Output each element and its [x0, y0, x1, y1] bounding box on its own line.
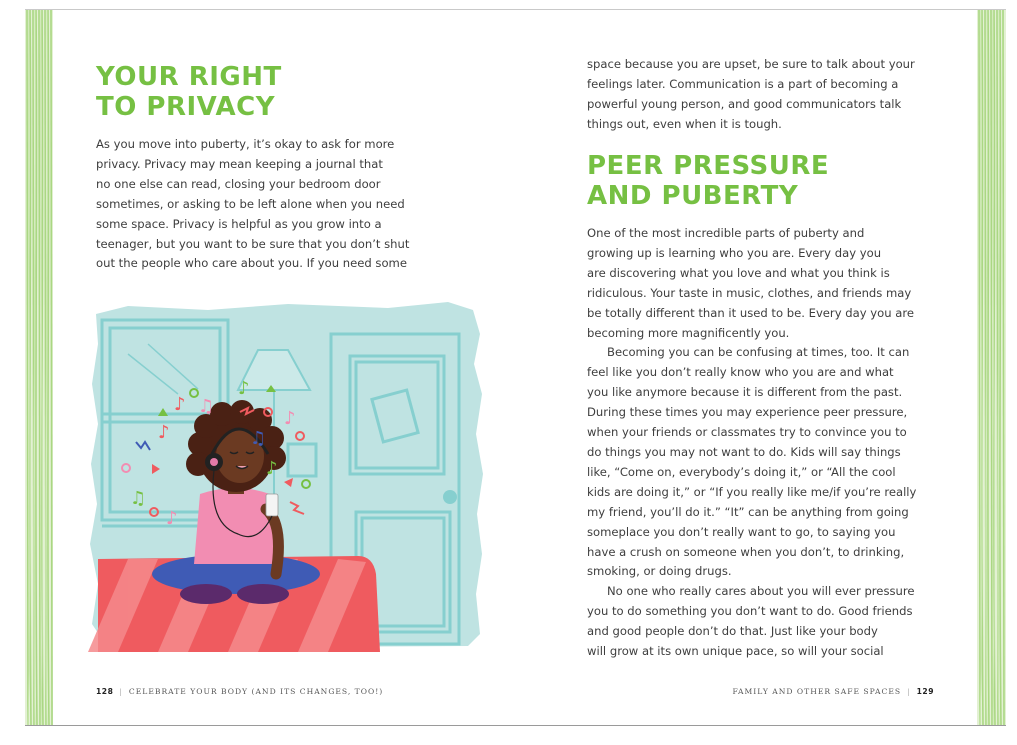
- footer-separator: |: [907, 687, 911, 696]
- svg-text:♫: ♫: [198, 396, 215, 417]
- text-line: No one who really cares about you will ever pressure: [607, 584, 915, 599]
- section-heading-peer-pressure: [587, 151, 829, 211]
- text-line: some space. Privacy is helpful as you grow into a: [96, 216, 382, 231]
- text-line: feelings later. Communication is a part of becoming a: [587, 76, 899, 91]
- footer-separator: |: [119, 687, 123, 696]
- svg-text:♫: ♫: [250, 428, 267, 449]
- text-line: smoking, or doing drugs.: [587, 564, 732, 579]
- heading-line: PEER PRESSURE: [587, 151, 830, 181]
- text-line: powerful young person, and good communicators talk: [587, 96, 902, 111]
- book-spread: [25, 9, 1006, 726]
- text-line: space because you are upset, be sure to talk about your: [587, 57, 915, 71]
- text-line: are discovering what you love and what you think is: [587, 265, 890, 280]
- text-line: like, “Come on, everybody’s doing it,” or “All the cool: [587, 464, 896, 479]
- text-line: ridiculous. Your taste in music, clothes, and friends may: [587, 285, 912, 300]
- svg-text:♫: ♫: [130, 488, 147, 509]
- text-line: kids are doing it,” or “If you really like me/if you’re really: [587, 484, 917, 499]
- text-line: During these times you may experience peer pressure,: [587, 405, 908, 420]
- paragraph: [587, 582, 916, 662]
- text-line: becoming more magnificently you.: [587, 325, 790, 340]
- text-line: privacy. Privacy may mean keeping a journal that: [96, 156, 383, 171]
- continuation-paragraph: [587, 55, 915, 135]
- text-line: you like anymore because it is different from the past.: [587, 385, 903, 400]
- text-line: have a crush on someone when you don’t, to drinking,: [587, 544, 905, 559]
- running-title: CELEBRATE YOUR BODY (AND ITS CHANGES, TOO!): [128, 687, 384, 696]
- text-line: As you move into puberty, it’s okay to ask for more: [96, 137, 395, 151]
- left-border-stripe: [25, 10, 53, 725]
- right-border-stripe: [977, 10, 1006, 725]
- heading-line: YOUR RIGHT: [96, 62, 282, 92]
- svg-text:♪: ♪: [158, 422, 170, 443]
- privacy-paragraph: [96, 135, 409, 274]
- text-line: teenager, but you want to be sure that you don’t shut: [96, 236, 410, 251]
- section-heading-privacy: [96, 62, 282, 122]
- text-line: feel like you don’t really know who you are and what: [587, 365, 894, 380]
- text-line: out the people who care about you. If you need some: [96, 256, 407, 271]
- paragraph: [587, 224, 916, 343]
- paragraph: [587, 343, 916, 582]
- grass-stripe-icon: [977, 10, 1006, 725]
- grass-stripe-icon: [25, 10, 53, 725]
- text-line: things out, even when it is tough.: [587, 116, 782, 131]
- text-line: someplace you don’t really want to go, to saying you: [587, 524, 896, 539]
- svg-text:♪: ♪: [284, 408, 296, 429]
- running-title: FAMILY AND OTHER SAFE SPACES: [732, 687, 902, 696]
- text-line: Becoming you can be confusing at times, too. It can: [607, 345, 910, 360]
- text-line: and good people don’t do that. Just like your body: [587, 624, 878, 639]
- text-line: you to do something you don’t want to do. Good friends: [587, 604, 913, 619]
- heading-line: AND PUBERTY: [587, 181, 799, 211]
- peer-pressure-body: [587, 224, 916, 662]
- text-line: when your friends or classmates try to convince you to: [587, 425, 907, 440]
- text-line: do things you may not want to do. Kids will say things: [587, 444, 901, 459]
- page-number: 129: [916, 687, 934, 696]
- left-page-footer: [96, 687, 383, 696]
- text-line: will grow at its own unique pace, so will your social: [587, 644, 884, 659]
- page-number: 128: [96, 687, 114, 696]
- text-line: my friend, you’ll do it.” “It” can be anything from going: [587, 504, 909, 519]
- svg-text:♪: ♪: [266, 458, 278, 479]
- svg-text:♪: ♪: [166, 508, 178, 529]
- svg-text:♪: ♪: [174, 394, 186, 415]
- right-page-footer: [732, 687, 934, 696]
- text-line: no one else can read, closing your bedroom door: [96, 176, 381, 191]
- heading-line: TO PRIVACY: [96, 92, 276, 122]
- bedroom-scene-icon: [88, 294, 498, 664]
- text-line: growing up is learning who you are. Every day you: [587, 245, 882, 260]
- girl-listening-music-illustration: [88, 294, 498, 664]
- svg-text:♪: ♪: [238, 378, 250, 399]
- text-line: sometimes, or asking to be left alone when you need: [96, 196, 405, 211]
- text-line: One of the most incredible parts of puberty and: [587, 226, 865, 240]
- text-line: be totally different than it used to be. Every day you are: [587, 305, 914, 320]
